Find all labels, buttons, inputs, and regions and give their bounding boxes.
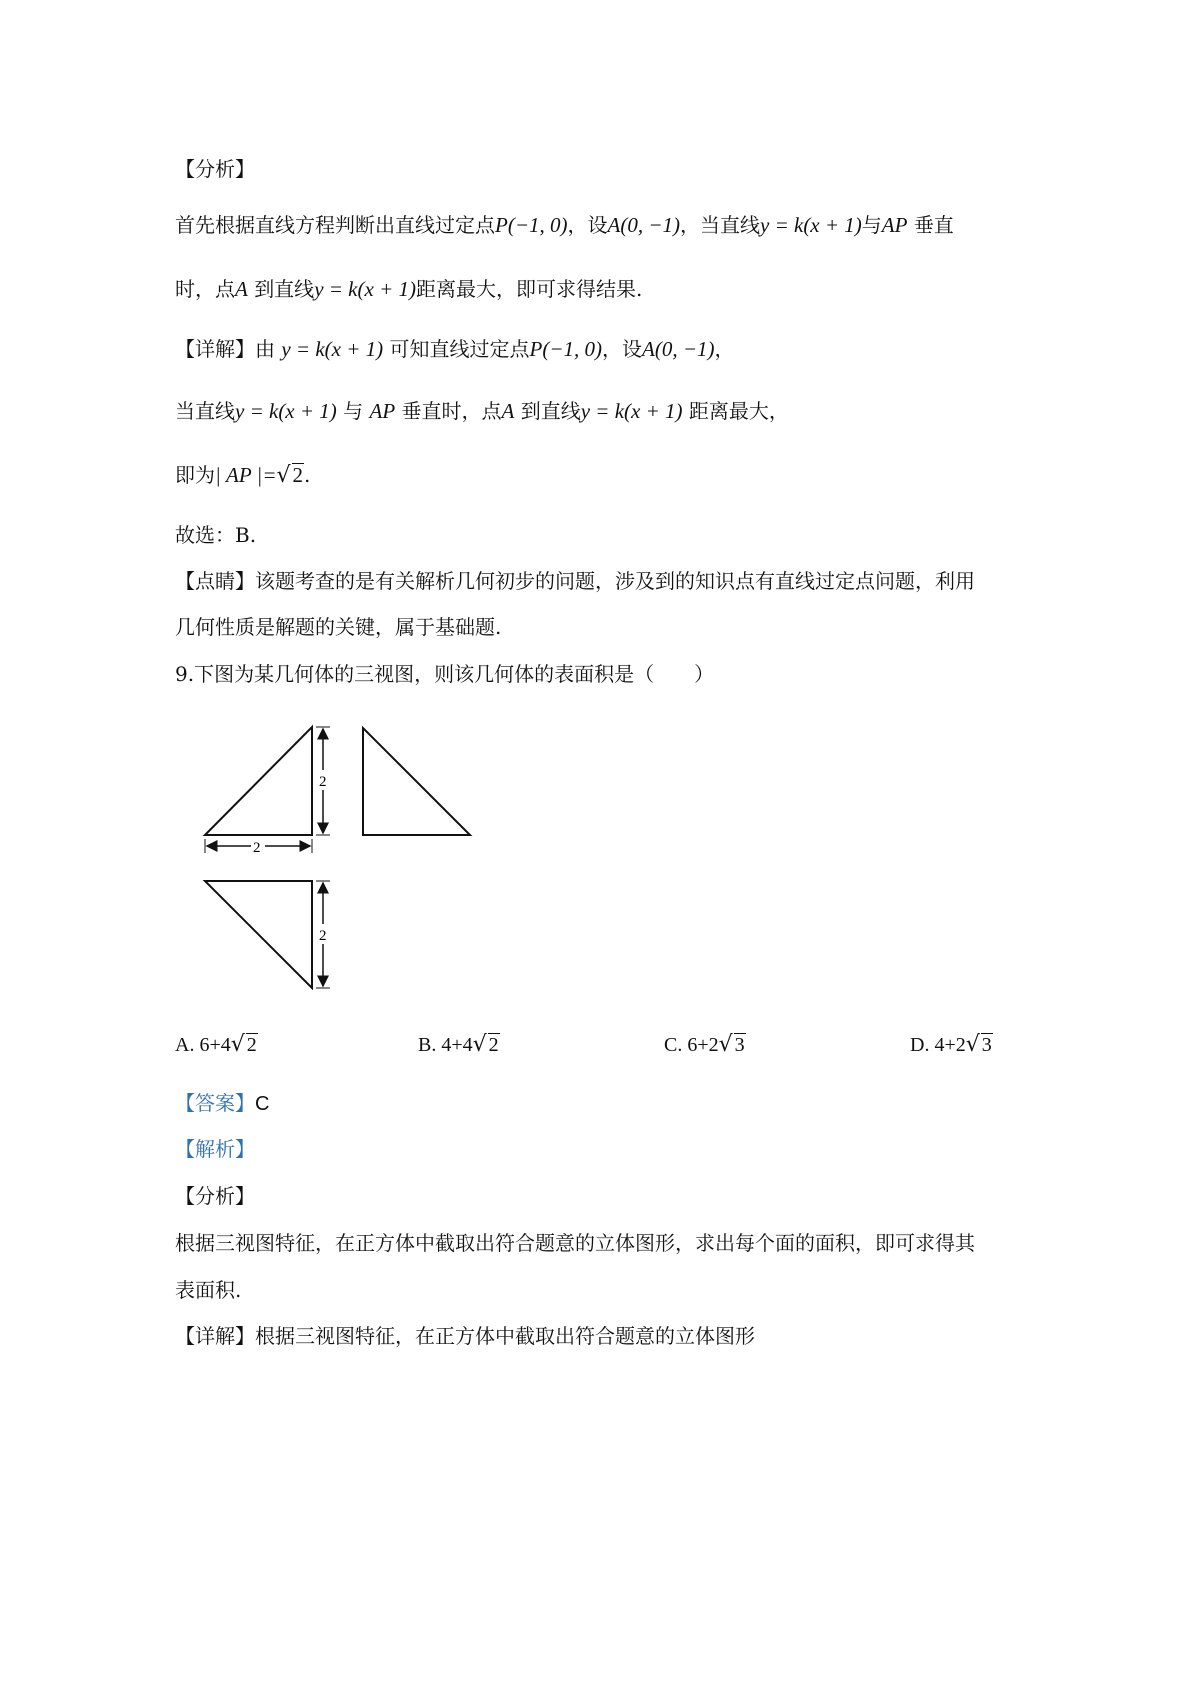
top-height-label: 2 — [319, 928, 327, 944]
answer-line — [175, 1089, 269, 1118]
point-a: A(0, −1) — [607, 213, 680, 237]
solution-heading: 【解析】 — [175, 1137, 255, 1161]
comment-line-1: 【点睛】该题考查的是有关解析几何初步的问题，涉及到的知识点有直线过定点问题，利用 — [175, 569, 975, 593]
option-b[interactable]: B. 4+4√ 2 — [418, 1032, 499, 1057]
segment-ap: AP — [881, 213, 908, 237]
front-view-triangle — [205, 727, 312, 835]
line-equation: y = k(x + 1) — [760, 213, 862, 237]
analysis-line-1: 首先根据直线方程判断出直线过定点P(−1, 0)，设A(0, −1)，当直线y = k(x + 1)与AP 垂直 — [175, 213, 954, 237]
front-width-label: 2 — [253, 840, 261, 856]
abs-ap: | AP |= — [215, 463, 277, 487]
sqrt-sign: √ — [276, 463, 291, 488]
detail-line-1: 【详解】由 y = k(x + 1) 可知直线过定点P(−1, 0)，设A(0, −1)， — [175, 337, 735, 361]
comment-line-2: 几何性质是解题的关键，属于基础题. — [175, 615, 502, 639]
choice-line: 故选：B. — [175, 523, 257, 547]
option-c[interactable]: C. 6+2√ 3 — [664, 1032, 745, 1057]
answer-value: C — [255, 1093, 270, 1115]
three-view-figure — [180, 720, 480, 990]
analysis-2-line-2: 表面积. — [175, 1278, 242, 1302]
side-view-triangle — [363, 728, 470, 835]
detail-line-3: 即为| AP |=√2. — [175, 463, 311, 488]
top-view-triangle — [205, 881, 312, 988]
analysis-line-2: 时，点A 到直线y = k(x + 1)距离最大，即可求得结果. — [175, 277, 643, 301]
detail-2-line-1: 【详解】根据三视图特征，在正方体中截取出符合题意的立体图形 — [175, 1324, 755, 1348]
analysis-2-line-1: 根据三视图特征，在正方体中截取出符合题意的立体图形，求出每个面的面积，即可求得其 — [175, 1231, 975, 1255]
analysis-heading: 【分析】 — [175, 157, 255, 181]
question-stem: 9.下图为某几何体的三视图，则该几何体的表面积是（ ） — [175, 662, 715, 686]
point-p: P(−1, 0) — [495, 213, 568, 237]
option-d[interactable]: D. 4+2√ 3 — [910, 1032, 992, 1057]
analysis-heading-2: 【分析】 — [175, 1184, 255, 1208]
answer-label: 【答案】 — [175, 1091, 255, 1115]
front-height-label: 2 — [319, 774, 327, 790]
option-a[interactable]: A. 6+4√ 2 — [175, 1032, 257, 1057]
detail-line-2: 当直线y = k(x + 1) 与 AP 垂直时，点A 到直线y = k(x + 1) 距离最大， — [175, 399, 789, 423]
